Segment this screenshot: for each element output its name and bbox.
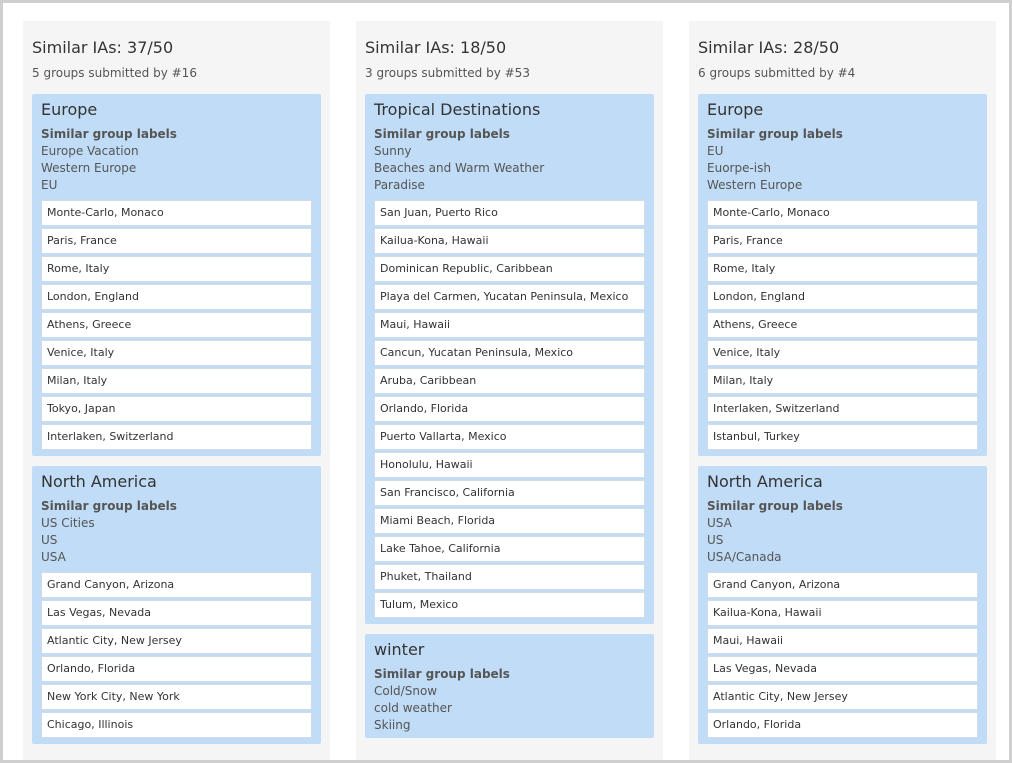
- destination-card[interactable]: Aruba, Caribbean: [374, 368, 645, 394]
- destination-card[interactable]: Maui, Hawaii: [374, 312, 645, 338]
- group-card: [32, 94, 321, 456]
- results-column: [689, 21, 996, 763]
- destination-card[interactable]: Tokyo, Japan: [41, 396, 312, 422]
- destination-card[interactable]: Interlaken, Switzerland: [707, 396, 978, 422]
- destination-card[interactable]: Athens, Greece: [41, 312, 312, 338]
- group-card: [365, 94, 654, 624]
- destination-card[interactable]: Milan, Italy: [707, 368, 978, 394]
- destination-card[interactable]: Istanbul, Turkey: [707, 424, 978, 450]
- destination-card[interactable]: Milan, Italy: [41, 368, 312, 394]
- destination-card[interactable]: Cancun, Yucatan Peninsula, Mexico: [374, 340, 645, 366]
- destination-card[interactable]: Playa del Carmen, Yucatan Peninsula, Mexico: [374, 284, 645, 310]
- group-label: cold weather: [374, 701, 452, 715]
- destination-card[interactable]: Atlantic City, New Jersey: [707, 684, 978, 710]
- results-column: [23, 21, 330, 763]
- group-label: Western Europe: [707, 178, 803, 192]
- destination-card[interactable]: Las Vegas, Nevada: [41, 600, 312, 626]
- destination-card[interactable]: Phuket, Thailand: [374, 564, 645, 590]
- group-label: USA/Canada: [707, 550, 782, 564]
- destination-card[interactable]: Grand Canyon, Arizona: [707, 572, 978, 598]
- column-title: Similar IAs: 37/50: [32, 38, 174, 57]
- group-label: US: [707, 533, 724, 547]
- destination-card[interactable]: Miami Beach, Florida: [374, 508, 645, 534]
- destination-card[interactable]: Paris, France: [41, 228, 312, 254]
- destination-card[interactable]: New York City, New York: [41, 684, 312, 710]
- group-name: North America: [41, 472, 157, 491]
- destination-card[interactable]: Monte-Carlo, Monaco: [41, 200, 312, 226]
- column-title: Similar IAs: 28/50: [698, 38, 840, 57]
- destination-card[interactable]: San Francisco, California: [374, 480, 645, 506]
- destination-card[interactable]: Las Vegas, Nevada: [707, 656, 978, 682]
- labels-heading: Similar group labels: [374, 667, 510, 681]
- destination-card[interactable]: Tulum, Mexico: [374, 592, 645, 618]
- labels-heading: Similar group labels: [374, 127, 510, 141]
- group-label: Paradise: [374, 178, 425, 192]
- group-name: winter: [374, 640, 425, 659]
- destination-card[interactable]: Orlando, Florida: [41, 656, 312, 682]
- labels-heading: Similar group labels: [707, 499, 843, 513]
- group-label: EU: [707, 144, 724, 158]
- group-label: US Cities: [41, 516, 95, 530]
- group-card: [32, 466, 321, 744]
- destination-card[interactable]: Interlaken, Switzerland: [41, 424, 312, 450]
- destination-card[interactable]: Kailua-Kona, Hawaii: [374, 228, 645, 254]
- destination-card[interactable]: Venice, Italy: [41, 340, 312, 366]
- group-card: [698, 94, 987, 456]
- group-label: US: [41, 533, 58, 547]
- destination-card[interactable]: Kailua-Kona, Hawaii: [707, 600, 978, 626]
- group-name: Europe: [707, 100, 764, 119]
- group-label: Beaches and Warm Weather: [374, 161, 545, 175]
- destination-card[interactable]: Dominican Republic, Caribbean: [374, 256, 645, 282]
- destination-card[interactable]: Rome, Italy: [41, 256, 312, 282]
- labels-heading: Similar group labels: [41, 127, 177, 141]
- group-label: Euorpe-ish: [707, 161, 771, 175]
- destination-card[interactable]: London, England: [707, 284, 978, 310]
- destination-card[interactable]: Rome, Italy: [707, 256, 978, 282]
- destination-card[interactable]: Grand Canyon, Arizona: [41, 572, 312, 598]
- labels-heading: Similar group labels: [707, 127, 843, 141]
- destination-card[interactable]: San Juan, Puerto Rico: [374, 200, 645, 226]
- column-subtitle: 6 groups submitted by #4: [698, 66, 856, 80]
- destination-card[interactable]: Maui, Hawaii: [707, 628, 978, 654]
- destination-card[interactable]: Atlantic City, New Jersey: [41, 628, 312, 654]
- group-label: Europe Vacation: [41, 144, 139, 158]
- group-label: Cold/Snow: [374, 684, 438, 698]
- destination-card[interactable]: Orlando, Florida: [707, 712, 978, 738]
- destination-card[interactable]: Monte-Carlo, Monaco: [707, 200, 978, 226]
- column-title: Similar IAs: 18/50: [365, 38, 507, 57]
- column-subtitle: 5 groups submitted by #16: [32, 66, 197, 80]
- group-card: [698, 466, 987, 744]
- destination-card[interactable]: Paris, France: [707, 228, 978, 254]
- group-card: [365, 634, 654, 738]
- column-subtitle: 3 groups submitted by #53: [365, 66, 530, 80]
- group-label: Skiing: [374, 718, 411, 732]
- group-name: North America: [707, 472, 823, 491]
- destination-card[interactable]: Venice, Italy: [707, 340, 978, 366]
- group-label: Western Europe: [41, 161, 137, 175]
- group-name: Europe: [41, 100, 98, 119]
- group-name: Tropical Destinations: [374, 100, 541, 119]
- group-label: Sunny: [374, 144, 412, 158]
- destination-card[interactable]: Puerto Vallarta, Mexico: [374, 424, 645, 450]
- destination-card[interactable]: Honolulu, Hawaii: [374, 452, 645, 478]
- destination-card[interactable]: London, England: [41, 284, 312, 310]
- group-label: USA: [41, 550, 66, 564]
- labels-heading: Similar group labels: [41, 499, 177, 513]
- destination-card[interactable]: Lake Tahoe, California: [374, 536, 645, 562]
- group-label: USA: [707, 516, 732, 530]
- destination-card[interactable]: Athens, Greece: [707, 312, 978, 338]
- group-label: EU: [41, 178, 58, 192]
- destination-card[interactable]: Chicago, Illinois: [41, 712, 312, 738]
- destination-card[interactable]: Orlando, Florida: [374, 396, 645, 422]
- results-column: [356, 21, 663, 763]
